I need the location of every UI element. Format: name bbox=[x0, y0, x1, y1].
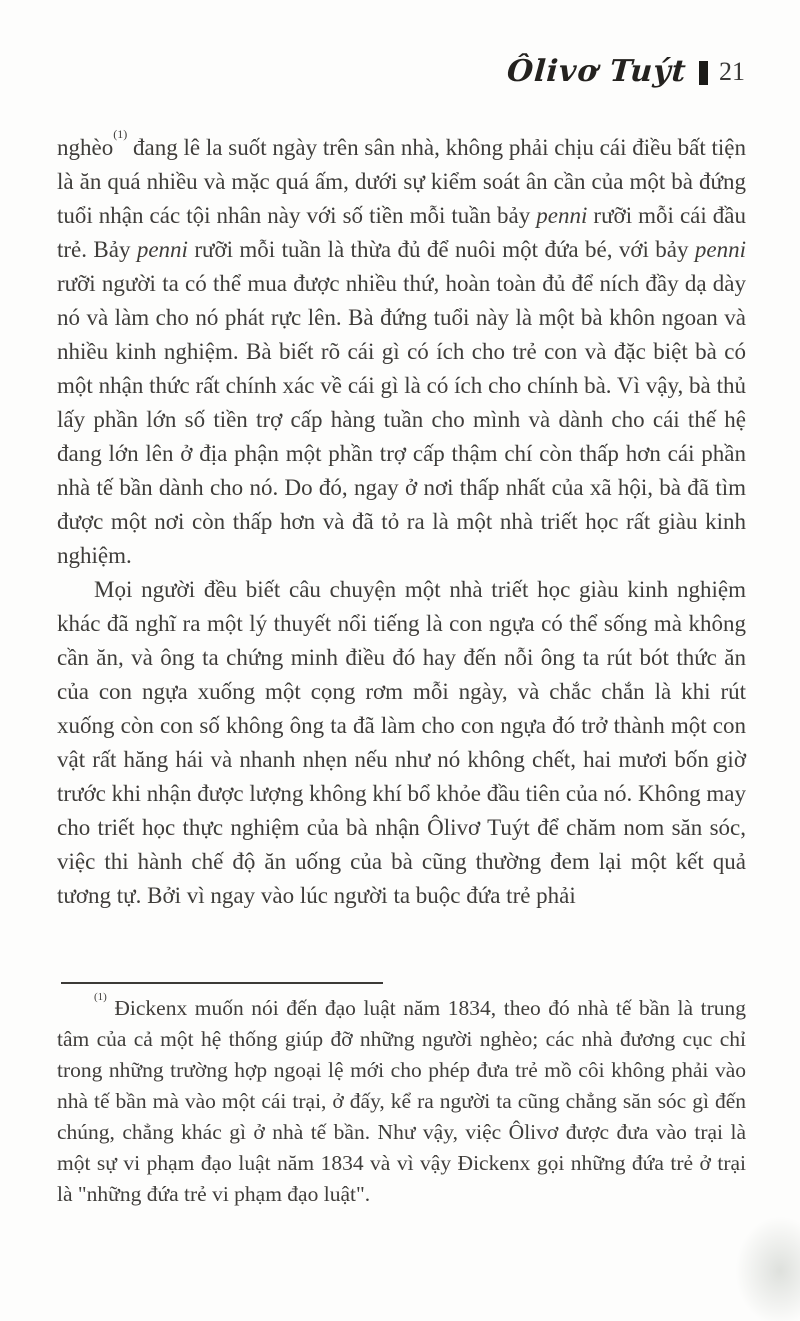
paragraph bbox=[57, 573, 746, 913]
italic-text: penni bbox=[536, 203, 588, 228]
footnote-marker: (1) bbox=[113, 127, 128, 142]
running-header bbox=[507, 54, 745, 89]
italic-text: penni bbox=[694, 237, 746, 262]
footnote-rule bbox=[61, 982, 383, 984]
page-number: 21 bbox=[719, 57, 745, 86]
text-run: nghèo bbox=[57, 135, 114, 160]
text-run: rưỡi người ta có thể mua được nhiều thứ, hoàn toàn đủ để ních đầy dạ dày nó và làm cho nó phát rực lên. Bà đứng tuổi này là một bà khôn ngoan và nhiều kinh nghiệm. Bà biết rõ cái gì có ích cho trẻ con và đặc biệt bà có một nhận thức rất chính xác về cái gì là có ích cho chính bà. Vì vậy, bà thủ lấy phần lớn số tiền trợ cấp hàng tuần cho mình và dành cho cái thế hệ đang lớn lên ở địa phận một phần trợ cấp thậm chí còn thấp hơn cái phần nhà tế bần dành cho nó. Do đó, ngay ở nơi thấp nhất của xã hội, bà đã tìm được một nơi còn thấp hơn và đã tỏ ra là một nhà triết học rất giàu kinh nghiệm. bbox=[57, 271, 746, 568]
footnote-section bbox=[57, 982, 746, 1210]
text-run: Đickenx muốn nói đến đạo luật năm 1834, theo đó nhà tế bần là trung tâm của cả một hệ thống giúp đỡ những người nghèo; các nhà đương cục chỉ trong những trường hợp ngoại lệ mới cho phép đưa trẻ mồ côi không phải vào nhà tế bần mà vào một cái trại, ở đấy, kể ra người ta cũng chẳng săn sóc gì đến chúng, chẳng khác gì ở nhà tế bần. Như vậy, việc Ôlivơ được đưa vào trại là một sự vi phạm đạo luật năm 1834 và vì vậy Đickenx gọi những đứa trẻ ở trại là "những đứa trẻ vi phạm đạo luật". bbox=[57, 996, 746, 1206]
text-run: đang lê la suốt ngày trên sân nhà, không phải chịu cái điều bất tiện là ăn quá nhiều và mặc quá ấm, dưới sự kiểm soát ân cần của một bà đứng tuổi nhận các tội nhân này với số tiền mỗi tuần bảy bbox=[57, 135, 746, 228]
italic-text: penni bbox=[136, 237, 188, 262]
book-title: Ôlivơ Tuýt bbox=[505, 54, 688, 89]
text-run: rưỡi mỗi cái đầu trẻ. Bảy bbox=[57, 203, 746, 262]
header-separator-bar bbox=[699, 61, 708, 85]
footnote-marker: (1) bbox=[94, 990, 107, 1003]
body-text bbox=[57, 127, 747, 913]
scan-artifact bbox=[735, 1216, 800, 1321]
text-run: rưỡi mỗi tuần là thừa đủ để nuôi một đứa bé, với bảy bbox=[187, 237, 695, 262]
paragraph bbox=[57, 990, 746, 1210]
text-run: Mọi người đều biết câu chuyện một nhà triết học giàu kinh nghiệm khác đã nghĩ ra một lý thuyết nổi tiếng là con ngựa có thể sống mà không cần ăn, và ông ta chứng minh điều đó hay đến nỗi ông ta rút bót thức ăn của con ngựa xuống một cọng rơm mỗi ngày, và chắc chắn là khi rút xuống còn con số không ông ta đã làm cho con ngựa đó trở thành một con vật rất hăng hái và nhanh nhẹn nếu như nó không chết, hai mươi bốn giờ trước khi nhận được lượng không khí bổ khỏe đầu tiên của nó. Không may cho triết học thực nghiệm của bà nhận Ôlivơ Tuýt để chăm nom săn sóc, việc thi hành chế độ ăn uống của bà cũng thường đem lại một kết quả tương tự. Bởi vì ngay vào lúc người ta buộc đứa trẻ phải bbox=[57, 577, 747, 908]
footnote-text bbox=[57, 990, 746, 1210]
paragraph bbox=[57, 127, 746, 573]
